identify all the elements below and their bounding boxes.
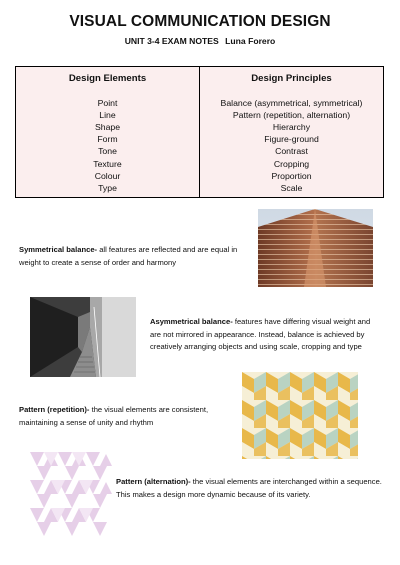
symmetrical-balance-text	[19, 244, 251, 269]
element-item: Shape	[94, 122, 121, 133]
page-title: VISUAL COMMUNICATION DESIGN	[69, 13, 331, 30]
repetition-pattern-image	[242, 372, 358, 459]
author-name: Luna Forero	[225, 36, 276, 46]
alternation-triangle-pattern	[30, 452, 112, 536]
repetition-pattern-desc: the visual elements are consistent, maintaining a sense of unity and rhythm	[19, 405, 209, 427]
design-table	[15, 66, 384, 198]
element-item: Type	[98, 182, 117, 193]
principle-item: Scale	[280, 182, 303, 193]
subtitle-text: UNIT 3-4 EXAM NOTES	[124, 36, 219, 46]
symmetrical-balance-term: Symmetrical balance-	[19, 245, 98, 254]
page-subtitle	[0, 36, 400, 46]
principles-header: Design Principles	[251, 73, 332, 84]
principle-item: Pattern (repetition, alternation)	[232, 110, 351, 121]
element-item: Point	[97, 98, 118, 109]
principle-item: Figure-ground	[264, 134, 319, 145]
alternation-pattern-text	[116, 476, 382, 501]
principle-item: Balance (asymmetrical, symmetrical)	[220, 98, 363, 109]
principle-item: Cropping	[273, 158, 310, 169]
repetition-pattern-text	[19, 404, 239, 429]
element-item: Line	[99, 110, 116, 121]
asymmetrical-balance-term: Asymmetrical balance-	[150, 317, 233, 326]
symmetrical-balance-desc: all features are reflected and are equal in weight to create a sense of order and harmony	[19, 245, 238, 267]
principle-item: Contrast	[275, 146, 308, 157]
element-item: Tone	[98, 146, 117, 157]
elements-header: Design Elements	[68, 73, 147, 84]
design-principles-column	[200, 67, 384, 198]
element-item: Texture	[93, 158, 122, 169]
alternation-pattern-term: Pattern (alternation)-	[116, 477, 191, 486]
principle-item: Proportion	[271, 170, 312, 181]
asymmetrical-stairway-photo	[30, 297, 136, 377]
symmetrical-building-photo	[258, 209, 373, 287]
principle-item: Hierarchy	[272, 122, 311, 133]
element-item: Form	[97, 134, 118, 145]
repetition-pattern-term: Pattern (repetition)-	[19, 405, 90, 414]
design-elements-column	[16, 67, 200, 198]
asymmetrical-balance-desc: features have differing visual weight and are not mirrored in appearance. Instead, balance is achieved by creatively arranging objects and using scale, cropping and type	[150, 317, 371, 352]
asymmetrical-balance-text	[150, 316, 382, 354]
element-item: Colour	[94, 170, 121, 181]
alternation-pattern-desc: the visual elements are interchanged within a sequence. This makes a design more dynamic because of its variety.	[116, 477, 382, 499]
